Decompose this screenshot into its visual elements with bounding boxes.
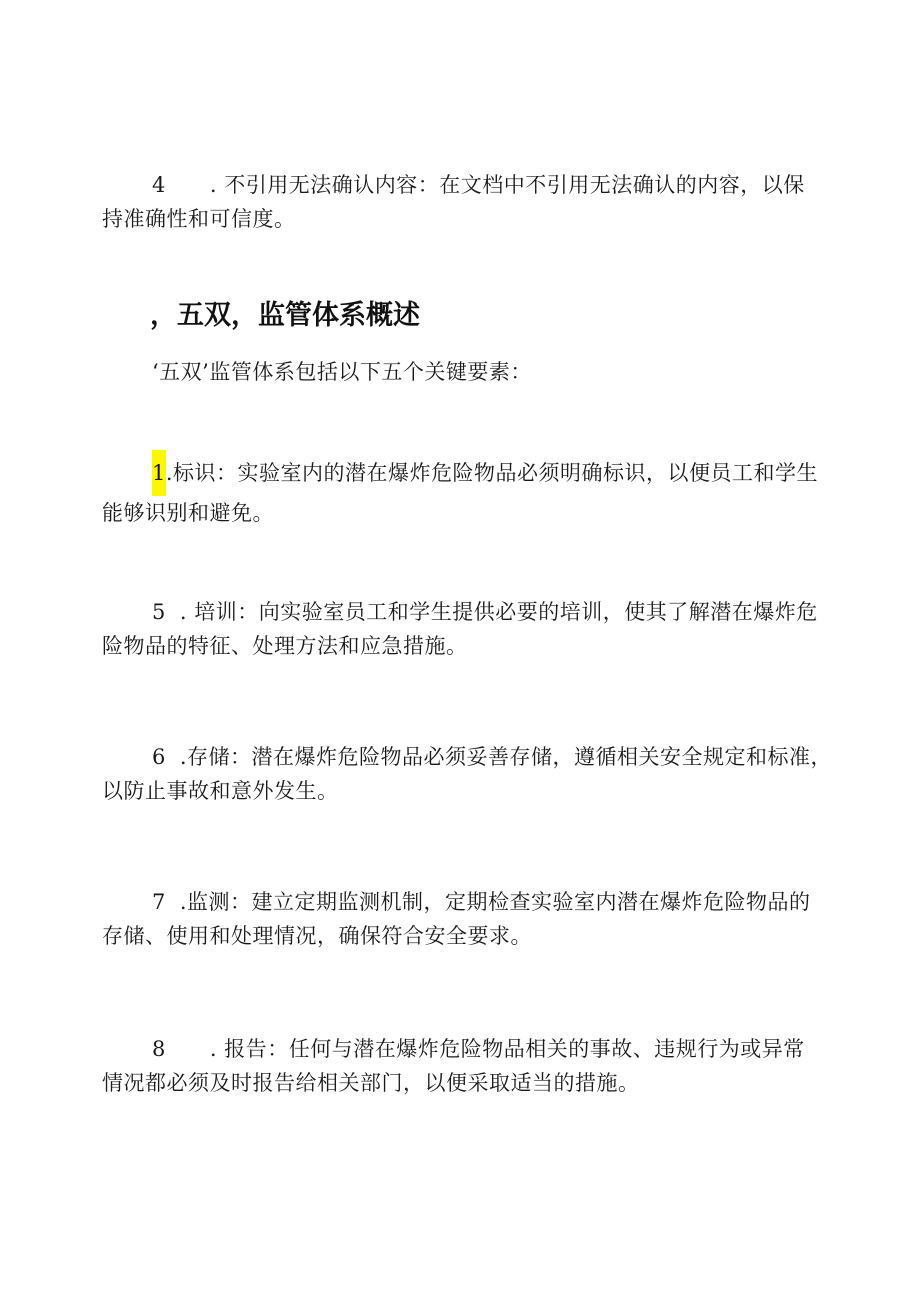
section-heading: ，五双，监管体系概述: [150, 300, 420, 331]
paragraph-line: 能够识别和避免。: [102, 501, 274, 525]
paragraph-item-8: [102, 1032, 822, 1100]
paragraph-line: . 培训：向实验室员工和学生提供必要的培训，使其了解潜在爆炸危: [179, 600, 818, 624]
item-number: 8: [152, 1037, 166, 1061]
intro-paragraph: [102, 355, 822, 389]
item-number: 5: [152, 600, 166, 624]
paragraph-line: .存储：潜在爆炸危险物品必须妥善存储，遵循相关安全规定和标准，: [179, 745, 833, 769]
paragraph-line: .监测：建立定期监测机制，定期检查实验室内潜在爆炸危险物品的: [179, 890, 811, 914]
item-number: 4: [152, 173, 166, 197]
highlighted-item-number: 1: [152, 450, 166, 496]
paragraph-line: . 报告：任何与潜在爆炸危险物品相关的事故、违规行为或异常: [209, 1037, 805, 1061]
paragraph-line: 以防止事故和意外发生。: [102, 779, 339, 803]
paragraph-line: . 不引用无法确认内容：在文档中不引用无法确认的内容，以保: [209, 173, 805, 197]
paragraph-line: 存储、使用和处理情况，确保符合安全要求。: [102, 924, 532, 948]
item-number: 6: [152, 745, 166, 769]
paragraph-line: 情况都必须及时报告给相关部门，以便采取适当的措施。: [102, 1071, 640, 1095]
paragraph-line: .标识：实验室内的潜在爆炸危险物品必须明确标识，以便员工和学生: [165, 461, 819, 485]
paragraph-item-6: [102, 740, 833, 808]
intro-line: ‘五双’监管体系包括以下五个关键要素：: [152, 360, 532, 384]
item-number: 7: [152, 890, 166, 914]
paragraph-item-1: [102, 450, 822, 530]
paragraph-line: 险物品的特征、处理方法和应急措施。: [102, 634, 468, 658]
paragraph-item-5: [102, 595, 822, 663]
paragraph-item-4: [102, 168, 822, 236]
paragraph-line: 持准确性和可信度。: [102, 207, 296, 231]
paragraph-item-7: [102, 885, 822, 953]
